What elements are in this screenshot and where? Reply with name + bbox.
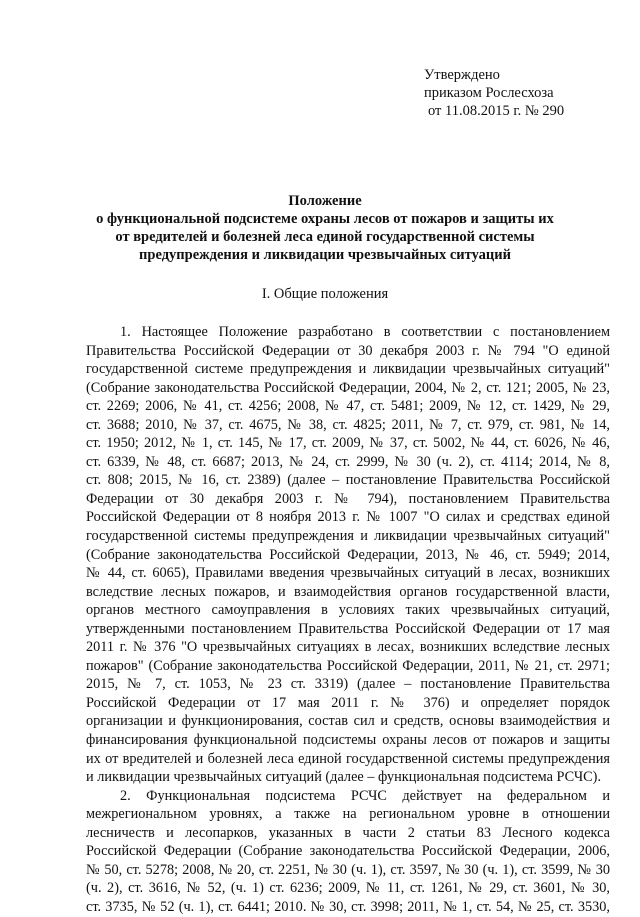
paragraph-1-line: финансирования функциональной подсистемы охраны лесов от пожаров и защиты <box>86 732 610 749</box>
approval-line-order: приказом Рослесхоза <box>424 85 554 101</box>
paragraph-1-line: и ликвидации чрезвычайных ситуаций (далее – функциональная подсистема РСЧС). <box>86 769 602 786</box>
paragraph-1-line: 2015, № 7, ст. 1053, № 23 ст. 3319) (далее – постановление Правительства <box>86 676 610 693</box>
title-line-4: предупреждения и ликвидации чрезвычайных ситуаций <box>139 247 511 263</box>
paragraph-1-line: органов местного самоуправления в условиях таких чрезвычайных ситуаций, <box>86 602 610 619</box>
approval-line-approved: Утверждено <box>424 67 500 83</box>
paragraph-1-line: организации и функционирования, состав сил и средств, основы взаимодействия и <box>86 713 610 730</box>
paragraph-2-line: № 50, ст. 5278; 2008, № 20, ст. 2251, № 30 (ч. 1), ст. 3597, № 30 (ч. 1), ст. 3599, № 30 <box>86 861 610 878</box>
paragraph-1-line: государственной системе предупреждения и ликвидации чрезвычайных ситуаций" <box>86 361 610 378</box>
paragraph-1-line: Российской Федерации от 8 ноября 2013 г. № 1007 "О силах и средствах единой <box>86 509 610 526</box>
paragraph-1-line: Федерации от 30 декабря 2003 г. № 794), постановлением Правительства <box>86 490 610 507</box>
body-text <box>86 323 610 917</box>
paragraph-1-line: ст. 6339, № 48, ст. 6687; 2013, № 24, ст. 2999, № 30 (ч. 2), ст. 4114; 2014, № 8, <box>86 453 610 470</box>
paragraph-2-line: ст. 3735, № 52 (ч. 1), ст. 6441; 2010. № 30, ст. 3998; 2011, № 1, ст. 54, № 25, ст. 3530, <box>86 898 610 915</box>
paragraph-1-line: 2011 г. № 376 "О чрезвычайных ситуациях в лесах, возникших вследствие лесных <box>86 639 610 656</box>
paragraph-1-line: ст. 2269; 2006, № 41, ст. 4256; 2008, № 47, ст. 5481; 2009, № 12, ст. 1429, № 29, <box>86 398 610 415</box>
paragraph-1-line: пожаров" (Собрание законодательства Российской Федерации, 2011, № 21, ст. 2971; <box>86 657 610 674</box>
paragraph-1-line: (Собрание законодательства Российской Федерации, 2004, № 2, ст. 121; 2005, № 23, <box>86 379 610 396</box>
paragraph-1-line: ст. 1950; 2012, № 1, ст. 145, № 17, ст. 2009, № 37, ст. 5002, № 44, ст. 6026, № 46, <box>86 435 610 452</box>
paragraph-2-line: 2. Функциональная подсистема РСЧС действует на федеральном и <box>120 787 610 804</box>
paragraph-1-line: № 44, ст. 6065), Правилами введения чрезвычайных ситуаций в лесах, возникших <box>86 565 610 582</box>
paragraph-1-line: их от вредителей и болезней леса единой государственной системы предупреждения <box>86 750 610 767</box>
paragraph-2-line: межрегиональном уровнях, а также на региональном уровне в отношении <box>86 806 610 823</box>
paragraph-1-line: Правительства Российской Федерации от 30 декабря 2003 г. № 794 "О единой <box>86 342 610 359</box>
title-line-2: о функциональной подсистеме охраны лесов от пожаров и защиты их <box>96 211 554 227</box>
approval-line-date: от 11.08.2015 г. № 290 <box>428 103 565 119</box>
paragraph-2-line: Российской Федерации (Собрание законодательства Российской Федерации, 2006, <box>86 843 610 860</box>
paragraph-1-line: государственной системы предупреждения и ликвидации чрезвычайных ситуаций" <box>86 528 610 545</box>
paragraph-1-line: утвержденными постановлением Правительства Российской Федерации от 17 мая <box>86 620 610 637</box>
paragraph-1-line: Российской Федерации от 17 мая 2011 г. № 376) и определяет порядок <box>86 694 610 711</box>
section-heading: I. Общие положения <box>261 286 389 302</box>
title-line-3: от вредителей и болезней леса единой государственной системы <box>115 229 535 245</box>
paragraph-1-line: 1. Настоящее Положение разработано в соответствии с постановлением <box>120 324 610 340</box>
paragraph-1-line: ст. 808; 2015, № 16, ст. 2389) (далее – постановление Правительства Российской <box>86 472 610 489</box>
paragraph-1-line: ст. 3688; 2010, № 37, ст. 4675, № 38, ст. 4825; 2011, № 7, ст. 979, ст. 981, № 14, <box>86 416 610 433</box>
document-title <box>40 192 610 264</box>
paragraph-2-line: лесничеств и лесопарков, указанных в части 2 статьи 83 Лесного кодекса <box>86 824 610 841</box>
approval-stamp-block <box>424 66 564 120</box>
paragraph-2-line: (ч. 2), ст. 3616, № 52, (ч. 1) ст. 6236; 2009, № 11, ст. 1261, № 29, ст. 3601, № 30, <box>86 880 610 897</box>
title-line-1: Положение <box>288 193 362 209</box>
paragraph-1-line: вследствие лесных пожаров, и взаимодействия органов государственной власти, <box>86 583 610 600</box>
paragraph-1-line: (Собрание законодательства Российской Федерации, 2013, № 46, ст. 5949; 2014, <box>86 546 610 563</box>
